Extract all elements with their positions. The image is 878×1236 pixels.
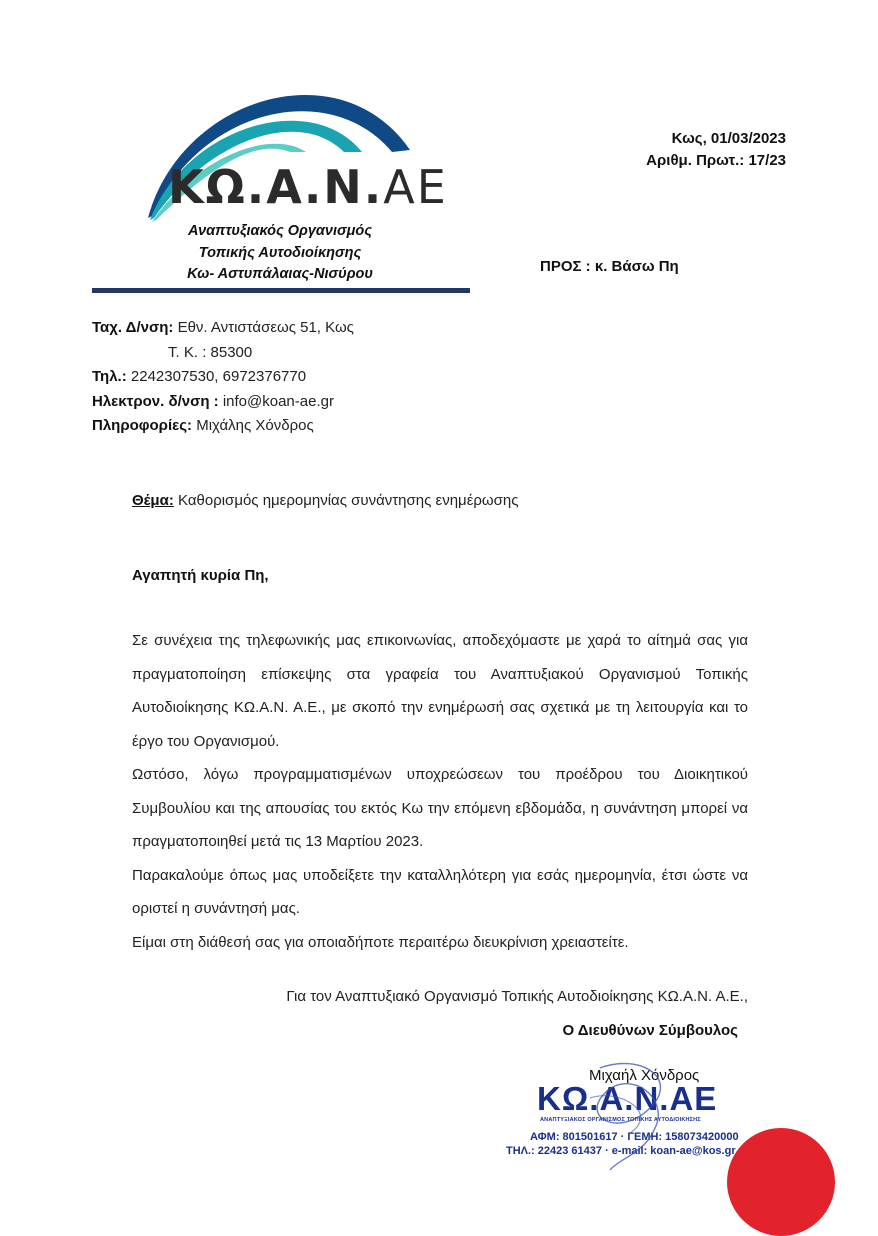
email-label: Ηλεκτρον. δ/νση :: [92, 392, 219, 410]
org-name-line-2: Τοπικής Αυτοδιοίκησης: [198, 245, 362, 261]
stamp-tax-info: ΑΦΜ: 801501617 · ΓΕΜΗ: 158073420000: [530, 1131, 739, 1143]
subject-label: Θέμα:: [132, 492, 174, 509]
stamp-logo: ΚΩ.Α.Ν.ΑΕ: [537, 1080, 718, 1117]
body-paragraph: Σε συνέχεια της τηλεφωνικής μας επικοινωνίας, αποδεχόμαστε με χαρά το αίτημά σας για πραγματοποίηση επίσκεψης στα γραφεία του Αναπτυξιακού Οργανισμού Τοπικής Αυτοδιοίκησης ΚΩ.Α.Ν. Α.Ε., με σκοπό την ενημέρωσή σας σχετικά με τη λειτουργία και το έργο του Οργανισμού.: [132, 632, 748, 750]
recipient: ΠΡΟΣ : κ. Βάσω Πη: [540, 258, 679, 275]
postal-code: Τ. Κ. : 85300: [168, 343, 253, 361]
red-seal-icon: [727, 1128, 835, 1236]
subject-line: [132, 492, 518, 509]
protocol-number: Αριθμ. Πρωτ.: 17/23: [646, 152, 786, 169]
address-value: Εθν. Αντιστάσεως 51, Κως: [173, 319, 354, 336]
body-paragraph: Ωστόσο, λόγω προγραμματισμένων υποχρεώσεων του προέδρου του Διοικητικού Συμβουλίου και της απουσίας του εκτός Κω την επόμενη εβδομάδα, η συνάντηση μπορεί να πραγματοποιηθεί μετά τις 13 Μαρτίου 2023.: [132, 766, 748, 850]
info-row: [92, 414, 354, 439]
info-label: Πληροφορίες:: [92, 417, 193, 434]
stamp-contact-info: ΤΗΛ.: 22423 61437 · e-mail: koan-ae@kos.gr: [506, 1145, 736, 1157]
address-label: Ταχ. Δ/νση:: [92, 319, 174, 336]
body-paragraph: Είμαι στη διάθεσή σας για οποιαδήποτε περαιτέρω διευκρίνιση χρειαστείτε.: [132, 933, 629, 951]
letter-body: [132, 624, 748, 959]
org-name-line-1: Αναπτυξιακός Οργανισμός: [188, 223, 372, 239]
logo-text-light: ΑΕ: [383, 160, 448, 214]
email-value: info@koan-ae.gr: [218, 392, 334, 410]
letterhead-divider: [92, 288, 470, 293]
subject-text: Καθορισμός ημερομηνίας συνάντησης ενημέρωσης: [173, 492, 519, 509]
signature-icon: [560, 1058, 720, 1170]
info-value: Μιχάλης Χόνδρος: [192, 417, 314, 434]
greeting: Αγαπητή κυρία Πη,: [132, 567, 269, 584]
document-meta: [646, 128, 786, 172]
logo-text-bold: ΚΩ.Α.Ν.: [168, 160, 384, 214]
org-name-line-3: Κω- Αστυπάλαιας-Νισύρου: [187, 266, 373, 282]
company-logo: [168, 160, 448, 214]
stamp-subtitle: ΑΝΑΠΤΥΞΙΑΚΟΣ ΟΡΓΑΝΙΣΜΟΣ ΤΟΠΙΚΗΣ ΑΥΤΟΔΙΟΙΚΗΣΗΣ: [540, 1117, 701, 1123]
phone-value: 2242307530, 6972376770: [126, 368, 307, 385]
signer-name: Μιχαήλ Χόνδρος: [589, 1067, 700, 1084]
contact-block: [92, 316, 354, 439]
signer-title: Ο Διευθύνων Σύμβουλος: [562, 1022, 738, 1039]
phone-label: Τηλ.:: [92, 368, 127, 385]
place-date: Κως, 01/03/2023: [671, 130, 786, 147]
email-row: [92, 390, 354, 415]
body-paragraph: Παρακαλούμε όπως μας υποδείξετε την καταλληλότερη για εσάς ημερομηνία, έτσι ώστε να οριστεί η συνάντησή μας.: [132, 866, 748, 917]
closing-line: Για τον Αναπτυξιακό Οργανισμό Τοπικής Αυτοδιοίκησης ΚΩ.Α.Ν. Α.Ε.,: [286, 988, 748, 1005]
phone-row: [92, 365, 354, 390]
address-row: [92, 316, 354, 341]
